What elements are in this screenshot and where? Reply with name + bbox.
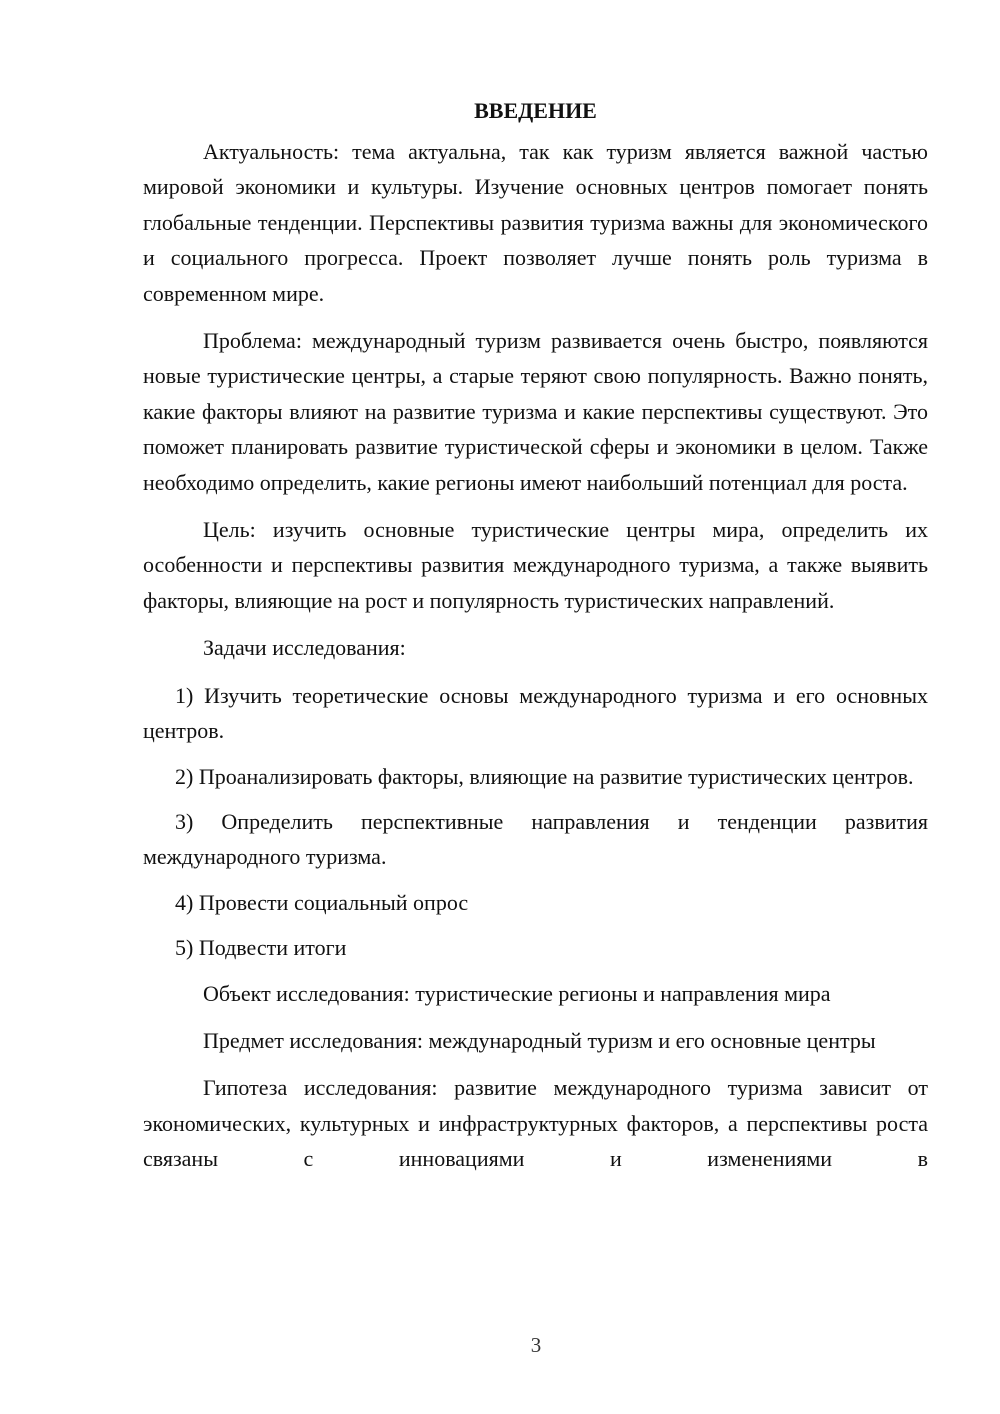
paragraph-problem: Проблема: международный туризм развивается очень быстро, появляются новые туристические центры, а старые теряют свою популярность. Важно понять, какие факторы влияют на развитие туризма и какие перспективы существуют. Это поможет планировать развитие туристической сферы и экономики в целом. Также необходимо определить, какие регионы имеют наибольший потенциал для роста. — [143, 328, 928, 495]
list-item: 4) Провести социальный опрос — [175, 889, 469, 915]
page-content — [143, 96, 928, 1189]
page-number: 3 — [530, 1333, 542, 1357]
tasks-list — [143, 678, 928, 966]
paragraph-object: Объект исследования: туристические регионы и направления мира — [203, 980, 831, 1006]
paragraph-subject: Предмет исследования: международный туризм и его основные центры — [203, 1027, 876, 1053]
paragraph-hypothesis: Гипотеза исследования: развитие международного туризма зависит от экономических, культурных и инфраструктурных факторов, а перспективы роста связаны с инновациями и изменениями в — [143, 1075, 928, 1172]
list-item: 1) Изучить теоретические основы международного туризма и его основных центров. — [143, 682, 928, 744]
list-item: 2) Проанализировать факторы, влияющие на развитие туристических центров. — [175, 763, 914, 789]
tasks-title: Задачи исследования: — [203, 635, 406, 661]
list-item: 5) Подвести итоги — [175, 935, 347, 961]
paragraph-relevance: Актуальность: тема актуальна, так как туризм является важной частью мировой экономики и культуры. Изучение основных центров помогает понять глобальные тенденции. Перспективы развития туризма важны для экономического и социального прогресса. Проект позволяет лучше понять роль туризма в современном мире. — [143, 139, 928, 306]
paragraph-goal: Цель: изучить основные туристические центры мира, определить их особенности и перспективы развития международного туризма, а также выявить факторы, влияющие на рост и популярность туристических направлений. — [143, 517, 928, 613]
section-heading: ВВЕДЕНИЕ — [474, 98, 597, 123]
list-item: 3) Определить перспективные направления и тенденции развития международного туризма. — [143, 808, 928, 870]
